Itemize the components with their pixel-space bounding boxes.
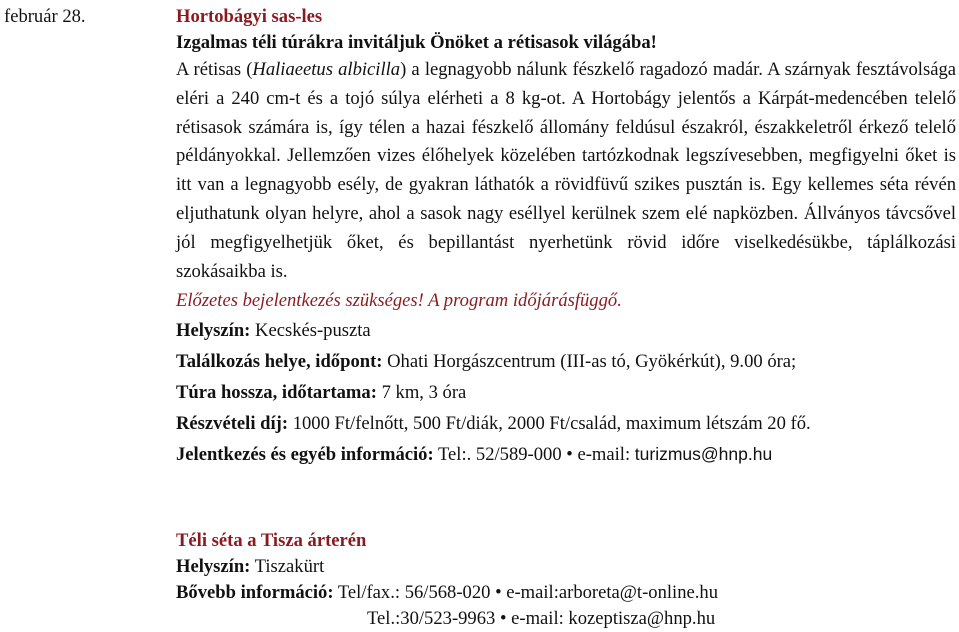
meeting-label: Találkozás helye, időpont:	[176, 351, 383, 373]
event-1-fee	[176, 408, 956, 439]
location-label: Helyszín:	[176, 320, 251, 342]
meeting-value: Ohati Horgászcentrum (III-as tó, Gyökérkút), 9.00 óra;	[382, 351, 797, 373]
event-1-subtitle: Izgalmas téli túrákra invitáljuk Önöket a rétisasok világába!	[176, 32, 657, 53]
event-2-block	[176, 528, 956, 632]
event-2-info-second-line: Tel.:30/523-9963 • e-mail: kozeptisza@hnp.hu	[367, 608, 716, 629]
info-label: Bővebb információ:	[176, 582, 334, 603]
latin-name: Haliaeetus albicilla	[252, 59, 401, 80]
event-2-location	[176, 554, 956, 580]
tour-label: Túra hossza, időtartama:	[176, 382, 377, 404]
event-1-meeting	[176, 346, 956, 377]
event-2-title: Téli séta a Tisza árterén	[176, 530, 367, 551]
event-1-title: Hortobágyi sas-les	[176, 6, 323, 27]
event-date: február 28.	[4, 6, 86, 27]
tour-value: 7 km, 3 óra	[376, 382, 467, 404]
fee-value: 1000 Ft/felnőtt, 500 Ft/diák, 2000 Ft/család, maximum létszám 20 fő.	[288, 413, 811, 435]
contact-email-link[interactable]: turizmus@hnp.hu	[634, 444, 773, 465]
event-1-location	[176, 315, 956, 346]
description-part-2: ) a legnagyobb nálunk fészkelő ragadozó madár. A szárnyak fesztávolsága eléri a 240 cm-t és a tojó súlya elérheti a 8 kg-ot. A Hortobágy jelentős a Kárpát-medencében telelő rétisasok számára is, így télen a hazai fészkelő állomány feldúsul északról, északkeletről érkező telelő példányokkal. Jellemzően vizes élőhelyek közelében tartózkodnak legszívesebben, megfigyelni őket is itt van a legnagyobb esély, de gyakran láthatók a rövidfüvű szikes pusztán is. Egy kellemes séta révén eljuthatunk olyan helyre, ahol a sasok nagy eséllyel kerülnek szem elé napközben. Állványos távcsővel jól megfigyelhetjük őket, és bepillantást nyerhetünk rövid időre viselkedésükbe, táplálkozási szokásaikba is.	[176, 59, 956, 282]
location-label: Helyszín:	[176, 556, 251, 577]
fee-label: Részvételi díj:	[176, 413, 289, 435]
event-1-tour	[176, 377, 956, 408]
event-2-info	[176, 580, 956, 606]
location-value: Tiszakürt	[250, 556, 325, 577]
contact-label: Jelentkezés és egyéb információ:	[176, 444, 434, 466]
event-1-notice: Előzetes bejelentkezés szükséges! A program időjárásfüggő.	[176, 290, 622, 312]
location-value: Kecskés-puszta	[250, 320, 371, 342]
event-1-block	[176, 4, 956, 470]
description-part-1: A rétisas (	[176, 59, 253, 80]
event-1-description	[176, 56, 956, 286]
contact-tel: Tel:. 52/589-000 • e-mail:	[433, 444, 635, 466]
event-1-contact	[176, 439, 956, 470]
info-value: Tel/fax.: 56/568-020 • e-mail:arboreta@t-online.hu	[333, 582, 718, 603]
